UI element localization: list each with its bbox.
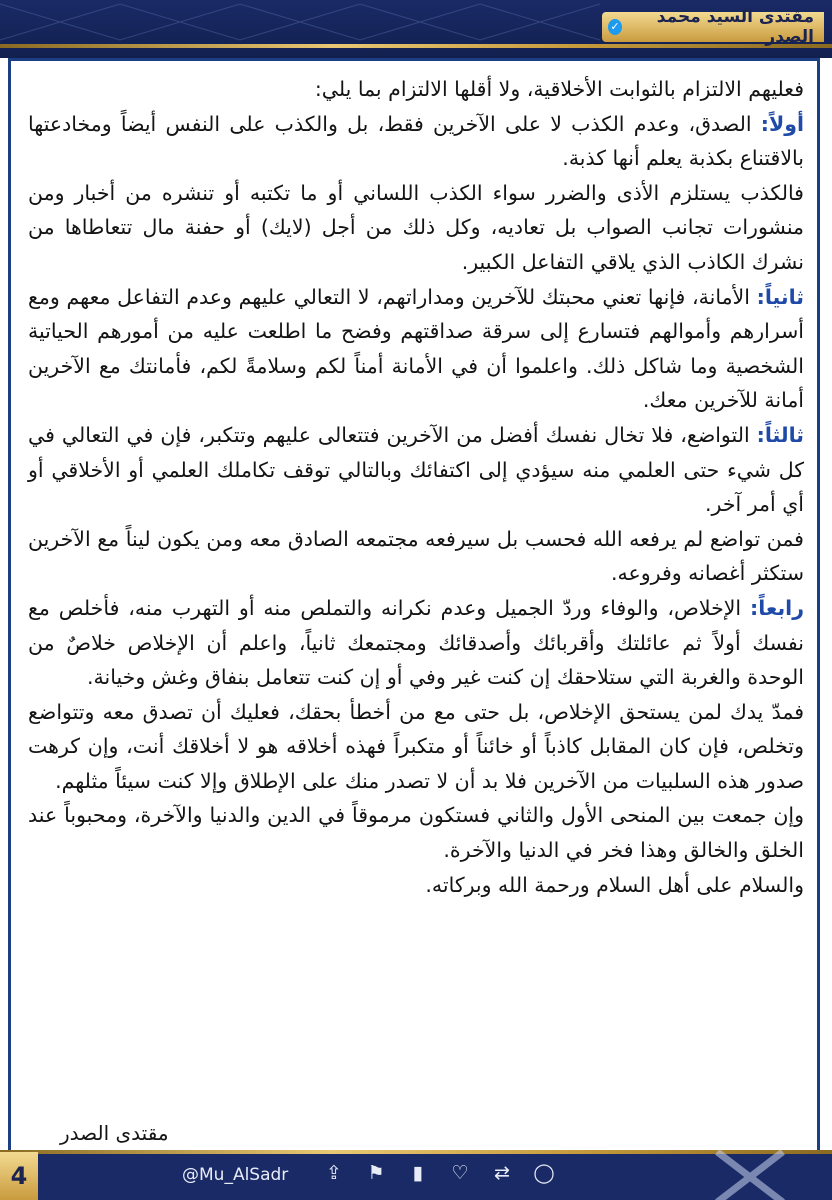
paragraph-text: فالكذب يستلزم الأذى والضرر سواء الكذب اللساني أو ما تكتبه أو تنشره من أخبار ومن منشورات تجانب الصواب بل تعاديه، وكل ذلك من أجل (لايك) أو حفنة مال تتعاطاها من نشرك الكاذب الذي يلاقي التفاعل الكبير. (28, 180, 804, 274)
views-icon[interactable]: ▮ (412, 1162, 424, 1184)
account-handle[interactable]: @Mu_AlSadr (182, 1165, 289, 1185)
paragraph-text: فمن تواضع لم يرفعه الله فحسب بل سيرفعه مجتمعه الصادق معه ومن يكون ليناً مع الآخرين ستكثر أغصانه وفروعه. (28, 526, 804, 586)
letter-body (28, 72, 804, 902)
point-lead: ثالثاً: (756, 422, 804, 447)
paragraph-text: وإن جمعت بين المنحى الأول والثاني فستكون مرموقاً في الدين والدنيا والآخرة، ومحبوباً عند الخلق والخالق وهذا فخر في الدنيا والآخرة. (28, 803, 804, 863)
point-lead: رابعاً: (750, 595, 804, 620)
verified-badge-icon: ✓ (608, 19, 622, 35)
closing-paragraph (28, 868, 804, 903)
author-name: مقتدى السيد محمد الصدر (656, 7, 814, 47)
paragraph-text: والسلام على أهل السلام ورحمة الله وبركاته. (425, 872, 804, 897)
retweet-icon[interactable]: ⇄ (494, 1162, 510, 1184)
paragraph (28, 72, 804, 107)
paragraph (28, 107, 804, 176)
header-decoration (0, 0, 600, 44)
reply-icon[interactable]: ◯ (533, 1162, 555, 1184)
x-logo-icon (690, 1150, 810, 1200)
paragraph-text: الإخلاص، والوفاء وردّ الجميل وعدم نكرانه والتملص منه أو التهرب منه، فأخلص مع نفسك أولاً ثم عائلتك وأقربائك وأصدقائك ومجتمعك ثانياً، واعلم أن الإخلاص خلاصٌ من الوحدة والغربة التي ستلاحقك إن كنت غير وفي أو إن كنت تتعامل بنفاق وغش وخيانة. (28, 595, 804, 690)
point-lead: ثانياً: (756, 284, 804, 309)
point-lead: أولاً: (760, 111, 804, 136)
paragraph (28, 280, 804, 418)
share-icon[interactable]: ⇪ (326, 1162, 342, 1184)
paragraph-text: فمدّ يدك لمن يستحق الإخلاص، بل حتى مع من أخطأ بحقك، فعليك أن تصدق معه وتتواضع وتخلص، فإن كان المقابل كاذباً أو خائناً أو متكبراً فهذه أخلاقه هو لا أخلاقك أنت، وإن كرهت صدور هذه السلبيات من الآخرين فلا بد أن لا تصدر منك على الإطلاق وإلا كنت سيئاً مثلهم. (28, 699, 804, 793)
paragraph (28, 418, 804, 522)
author-badge[interactable] (602, 7, 824, 47)
paragraph (28, 176, 804, 280)
like-icon[interactable]: ♡ (451, 1162, 469, 1184)
paragraph-text: الأمانة، فإنها تعني محبتك للآخرين ومداراتهم، لا التعالي عليهم وعدم التفاعل معهم ومع أسرارهم وأموالهم فتسارع إلى سرقة صداقتهم وفضح ما اطلعت عليه من أمورهم الحياتية الشخصية وما شاكل ذلك. واعلموا أن في الأمانة أمناً لكم وسلامةً لكم، فأمانتك مع الآخرين أمانة للآخرين معك. (28, 284, 804, 413)
paragraph (28, 798, 804, 867)
paragraph-text: فعليهم الالتزام بالثوابت الأخلاقية، ولا أقلها الالتزام بما يلي: (314, 77, 804, 101)
signature: مقتدى الصدر (60, 1121, 169, 1145)
paragraph-text: الصدق، وعدم الكذب لا على الآخرين فقط، بل والكذب على النفس أيضاً ومخادعتها بالاقتناع بكذبة يعلم أنها كذبة. (28, 111, 804, 171)
post-actions (322, 1162, 556, 1184)
paragraph (28, 591, 804, 695)
paragraph (28, 522, 804, 591)
bookmark-icon[interactable]: ⚑ (367, 1162, 385, 1184)
paragraph (28, 695, 804, 799)
header-bar (0, 0, 832, 58)
page-number: 4 (0, 1152, 38, 1200)
paragraph-text: التواضع، فلا تخال نفسك أفضل من الآخرين فتتعالى عليهم وتتكبر، فإن في التعالي في كل شيء حتى العلمي منه سيؤدي إلى اكتفائك وبالتالي توقف تكاملك العلمي أو الأخلاقي أو أي أمر آخر. (28, 422, 804, 517)
